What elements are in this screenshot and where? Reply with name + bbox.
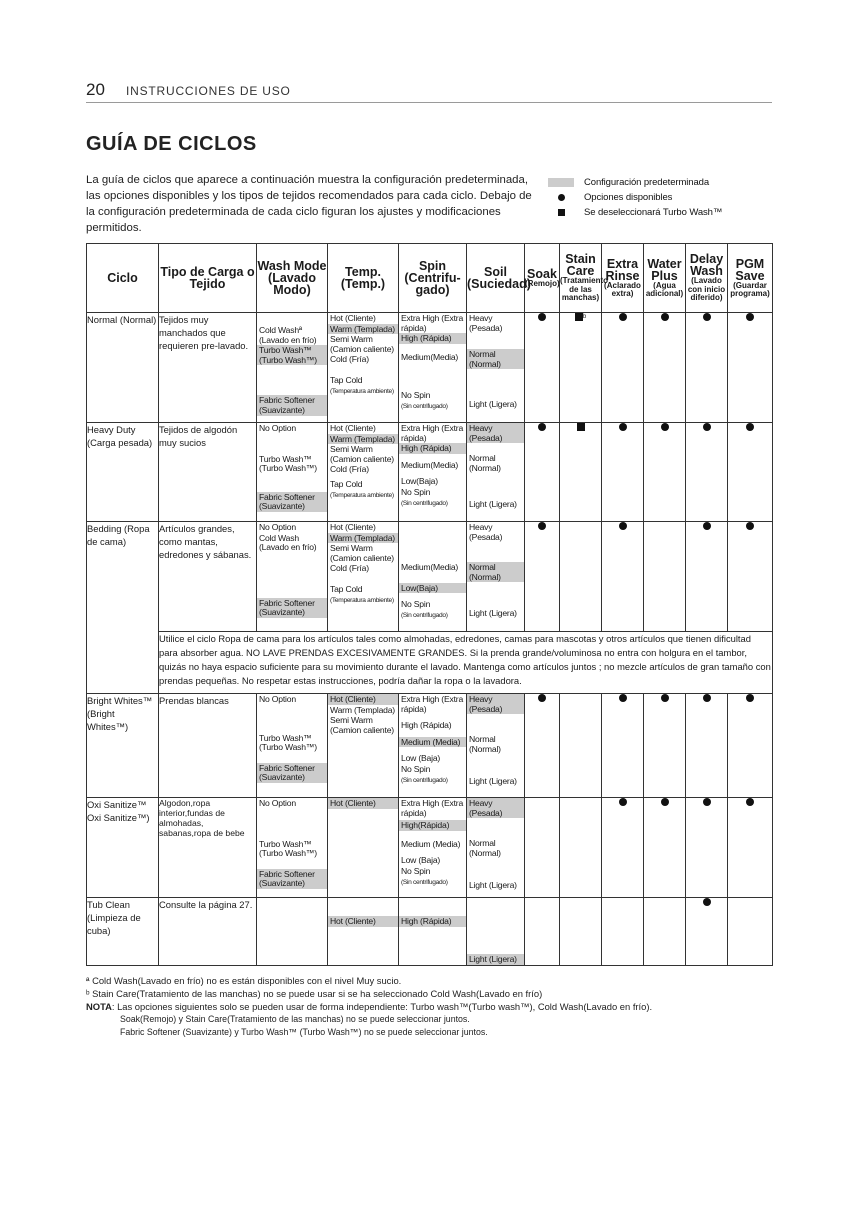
temp-cell: Hot (Cliente) Warm (Templada) Semi Warm (Camion caliente) Cold (Fría) Tap Cold (Temperatura ambiente)	[328, 313, 399, 423]
col-tipo: Tipo de Carga o Tejido	[159, 244, 257, 313]
wash-mode-cell: No Option Turbo Wash™ (Turbo Wash™) Fabric Softener (Suavizante)	[257, 423, 328, 522]
dot-icon	[703, 798, 711, 806]
rinse-mark	[602, 522, 644, 632]
water-mark	[644, 522, 686, 632]
temp-cell: Hot (Cliente) Warm (Templada) Semi Warm (Camion caliente) Cold (Fría) Tap Cold (Temperatura ambiente)	[328, 522, 399, 632]
water-mark	[644, 798, 686, 898]
soil-cell: Heavy (Pesada) Normal (Normal) Light (Ligera)	[467, 694, 525, 798]
legend-default: Configuración predeterminada	[548, 175, 722, 190]
delay-mark	[686, 798, 728, 898]
dot-icon	[661, 313, 669, 321]
load-type: Algodon,ropa interior,fundas de almohadas, sabanas,ropa de bebe	[159, 798, 257, 898]
table-row	[87, 313, 773, 423]
dot-icon	[558, 194, 565, 201]
load-type: Tejidos muy manchados que requieren pre-lavado.	[159, 313, 257, 423]
legend-available: Opciones disponibles	[548, 190, 722, 205]
col-spin: Spin (Centrifu- gado)	[399, 244, 467, 313]
temp-cell: Hot (Cliente) Warm (Templada) Semi Warm (Camion caliente) Cold (Fría) Tap Cold (Temperatura ambiente)	[328, 423, 399, 522]
dot-icon	[661, 423, 669, 431]
table-row	[87, 423, 773, 522]
pgm-mark	[728, 694, 773, 798]
table-row	[87, 522, 773, 632]
soak-mark	[525, 522, 560, 632]
dot-icon	[746, 423, 754, 431]
cycle-name: Bedding (Ropa de cama)	[87, 522, 159, 694]
rinse-mark	[602, 313, 644, 423]
rinse-mark	[602, 798, 644, 898]
stain-mark	[560, 798, 602, 898]
load-type: Tejidos de algodón muy sucios	[159, 423, 257, 522]
delay-mark	[686, 522, 728, 632]
col-delay: Delay Wash (Lavado con inicio diferido)	[686, 244, 728, 313]
page-header	[86, 82, 772, 103]
soak-mark	[525, 313, 560, 423]
dot-icon	[746, 522, 754, 530]
stain-mark: b	[560, 313, 602, 423]
delay-mark	[686, 694, 728, 798]
spin-cell: Extra High (Extra rápida) High(Rápida) Medium (Media) Low (Baja) No Spin (Sin centrifugado)	[399, 798, 467, 898]
soil-cell: Heavy (Pesada) Normal (Normal) Light (Ligera)	[467, 798, 525, 898]
col-ciclo: Ciclo	[87, 244, 159, 313]
footnotes	[86, 974, 786, 1039]
water-mark	[644, 898, 686, 966]
stain-mark	[560, 694, 602, 798]
footnote-b: ᵇ Stain Care(Tratamiento de las manchas) no se puede usar si se ha seleccionado Cold Wash(Lavado en frío)	[86, 988, 543, 999]
soil-cell: Heavy (Pesada) Normal (Normal) Light (Ligera)	[467, 423, 525, 522]
soak-mark	[525, 798, 560, 898]
soil-cell: Light (Ligera)	[467, 898, 525, 966]
col-water: Water Plus (Agua adicional)	[644, 244, 686, 313]
spin-cell: Extra High (Extra rápida) High (Rápida) Medium(Media) Low(Baja) No Spin (Sin centrifugado)	[399, 423, 467, 522]
col-temp: Temp. (Temp.)	[328, 244, 399, 313]
delay-mark	[686, 313, 728, 423]
table-header-row	[87, 244, 773, 313]
soak-mark	[525, 694, 560, 798]
dot-icon	[619, 313, 627, 321]
wash-mode-cell: No Option Turbo Wash™ (Turbo Wash™) Fabric Softener (Suavizante)	[257, 798, 328, 898]
dot-icon	[619, 522, 627, 530]
soak-mark	[525, 423, 560, 522]
water-mark	[644, 313, 686, 423]
load-type: Artículos grandes, como mantas, edredones y sábanas.	[159, 522, 257, 632]
dot-icon	[703, 522, 711, 530]
col-stain: Stain Care (Tratamiento de las manchas)	[560, 244, 602, 313]
table-row	[87, 694, 773, 798]
dot-icon	[619, 694, 627, 702]
pgm-mark	[728, 798, 773, 898]
spin-cell: Extra High (Extra rápida) High (Rápida) Medium (Media) Low (Baja) No Spin (Sin centrifugado)	[399, 694, 467, 798]
soil-cell: Heavy (Pesada) Normal (Normal) Light (Ligera)	[467, 313, 525, 423]
col-rinse: Extra Rinse (Aclarado extra)	[602, 244, 644, 313]
dot-icon	[619, 423, 627, 431]
legend-turbo: Se deseleccionará Turbo Wash™	[548, 205, 722, 220]
spin-cell: Medium(Media) Low(Baja) No Spin (Sin centrifugado)	[399, 522, 467, 632]
pgm-mark	[728, 522, 773, 632]
stain-mark	[560, 898, 602, 966]
square-icon	[575, 313, 583, 321]
page-number: 20	[86, 80, 105, 99]
load-type: Consulte la página 27.	[159, 898, 257, 966]
col-wash-mode: Wash Mode (Lavado Modo)	[257, 244, 328, 313]
cycle-guide-table	[86, 243, 773, 966]
soil-cell: Heavy (Pesada) Normal (Normal) Light (Ligera)	[467, 522, 525, 632]
table-row	[87, 898, 773, 966]
section-title: INSTRUCCIONES DE USO	[126, 84, 291, 98]
footnote-a: ª Cold Wash(Lavado en frío) no es están disponibles con el nivel Muy sucio.	[86, 975, 402, 986]
cycle-name: Heavy Duty (Carga pesada)	[87, 423, 159, 522]
page-title: GUÍA DE CICLOS	[86, 133, 257, 155]
footnote-nota-2: Soak(Remojo) y Stain Care(Tratamiento de las manchas) no se puede seleccionar juntos.	[120, 1014, 470, 1024]
dot-icon	[703, 694, 711, 702]
col-pgm: PGM Save (Guardar programa)	[728, 244, 773, 313]
load-type: Prendas blancas	[159, 694, 257, 798]
dot-icon	[746, 694, 754, 702]
intro-paragraph: La guía de ciclos que aparece a continuación muestra la configuración predeterminada, las opciones disponibles y los tipos de tejidos recomendados para cada ciclo. Debajo de la configuración predeterminada de cada ciclo figuran los ajustes y modificaciones permitidos.	[86, 174, 532, 234]
spin-cell: Extra High (Extra rápida) High (Rápida) Medium(Media) No Spin (Sin centrifugado)	[399, 313, 467, 423]
temp-cell: Hot (Cliente) Warm (Templada) Semi Warm (Camion caliente)	[328, 694, 399, 798]
wash-mode-cell: No Option Turbo Wash™ (Turbo Wash™) Fabric Softener (Suavizante)	[257, 694, 328, 798]
wash-mode-cell: No Option Cold Wash (Lavado en frío) Fabric Softener (Suavizante)	[257, 522, 328, 632]
soak-mark	[525, 898, 560, 966]
gray-swatch-icon	[548, 178, 574, 187]
dot-icon	[703, 423, 711, 431]
dot-icon	[746, 798, 754, 806]
cycle-name: Normal (Normal)	[87, 313, 159, 423]
footnote-nota-3: Fabric Softener (Suavizante) y Turbo Wash™ (Turbo Wash™) no se puede seleccionar juntos.	[120, 1027, 488, 1037]
table-row	[87, 632, 773, 694]
footnote-nota: NOTA: Las opciones siguientes solo se pueden usar de forma independiente: Turbo wash™(Turbo wash™), Cold Wash(Lavado en frío).	[86, 1001, 653, 1012]
legend	[548, 175, 722, 220]
delay-mark	[686, 423, 728, 522]
rinse-mark	[602, 423, 644, 522]
dot-icon	[703, 313, 711, 321]
pgm-mark	[728, 313, 773, 423]
square-icon	[558, 209, 565, 216]
pgm-mark	[728, 423, 773, 522]
rinse-mark	[602, 694, 644, 798]
col-soil: Soil (Suciedad)	[467, 244, 525, 313]
dot-icon	[746, 313, 754, 321]
cycle-name: Tub Clean (Limpieza de cuba)	[87, 898, 159, 966]
cycle-name: Bright Whites™ (Bright Whites™)	[87, 694, 159, 798]
rinse-mark	[602, 898, 644, 966]
dot-icon	[661, 798, 669, 806]
dot-icon	[661, 694, 669, 702]
cycle-name: Oxi Sanitize™ Oxi Sanitize™)	[87, 798, 159, 898]
water-mark	[644, 423, 686, 522]
stain-mark	[560, 522, 602, 632]
dot-icon	[538, 423, 546, 431]
delay-mark	[686, 898, 728, 966]
dot-icon	[703, 898, 711, 906]
temp-cell: Hot (Cliente)	[328, 898, 399, 966]
temp-cell: Hot (Cliente)	[328, 798, 399, 898]
dot-icon	[538, 313, 546, 321]
wash-mode-cell: Cold Washª (Lavado en frío) Turbo Wash™ (Turbo Wash™) Fabric Softener (Suavizante)	[257, 313, 328, 423]
dot-icon	[619, 798, 627, 806]
table-row	[87, 798, 773, 898]
dot-icon	[538, 694, 546, 702]
spin-cell: High (Rápida)	[399, 898, 467, 966]
bedding-note: Utilice el ciclo Ropa de cama para los artículos tales como almohadas, edredones, camas para mascotas y otros artículos que tienen dificultad para absorber agua. NO LAVE PRENDAS EXCESIVAMENTE GRANDES. Si la prenda grande/voluminosa no entra con holgura en el tambor, quizás no haya espacio suficiente para su movimiento durante el lavado. Mantenga como artículos juntos ; no mezcle artículos de gran tamaño con prendas pequeñas. No respetar estas instrucciones, podría dañar la ropa o la lavadora.	[159, 632, 773, 694]
square-icon	[577, 423, 585, 431]
stain-mark	[560, 423, 602, 522]
dot-icon	[538, 522, 546, 530]
col-soak: Soak (Remojo)	[525, 244, 560, 313]
water-mark	[644, 694, 686, 798]
wash-mode-cell	[257, 898, 328, 966]
pgm-mark	[728, 898, 773, 966]
